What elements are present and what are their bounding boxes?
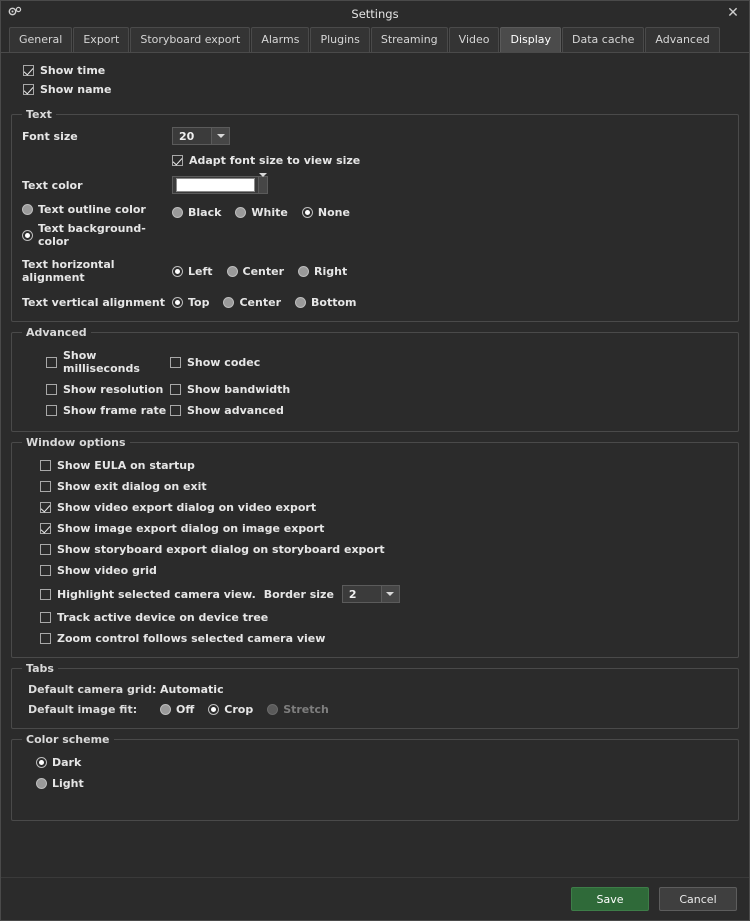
show-milliseconds-checkbox[interactable] xyxy=(46,357,57,368)
font-size-combo[interactable] xyxy=(172,127,230,145)
show-image-export-dialog-row[interactable] xyxy=(22,522,728,535)
image-fit-off-radio[interactable] xyxy=(160,704,171,715)
track-active-device-label: Track active device on device tree xyxy=(57,611,269,624)
show-video-grid-row[interactable] xyxy=(22,564,728,577)
font-size-label: Font size xyxy=(22,129,78,143)
show-milliseconds-label: Show milliseconds xyxy=(63,349,140,375)
chevron-down-icon[interactable] xyxy=(381,586,399,602)
show-resolution-label: Show resolution xyxy=(63,383,164,396)
font-size-row xyxy=(22,127,728,145)
track-active-device-checkbox[interactable] xyxy=(40,612,51,623)
tab-bar xyxy=(1,27,749,53)
halign-option-center[interactable] xyxy=(227,265,285,278)
show-image-export-dialog-label: Show image export dialog on image export xyxy=(57,522,325,535)
zoom-control-follows-label: Zoom control follows selected camera view xyxy=(57,632,326,645)
color-scheme-legend: Color scheme xyxy=(22,733,114,746)
show-codec-row[interactable] xyxy=(170,349,728,375)
border-size-combo[interactable] xyxy=(342,585,400,603)
valign-top-label: Top xyxy=(188,296,210,309)
highlight-selected-camera-label: Highlight selected camera view. xyxy=(57,587,256,601)
image-fit-option-crop[interactable] xyxy=(208,703,253,716)
highlight-selected-camera-checkbox[interactable] xyxy=(40,589,51,600)
horizontal-alignment-row xyxy=(22,258,728,284)
title-bar xyxy=(1,1,749,27)
image-fit-crop-label: Crop xyxy=(224,703,254,716)
color-black-label: Black xyxy=(188,206,222,219)
image-fit-crop-radio[interactable] xyxy=(208,704,219,715)
text-background-color-label: Text background-color xyxy=(38,222,146,248)
tab-streaming[interactable]: Streaming xyxy=(371,27,448,52)
halign-left-radio[interactable] xyxy=(172,266,183,277)
show-eula-label: Show EULA on startup xyxy=(57,459,195,472)
default-camera-grid-row xyxy=(28,683,728,696)
zoom-control-follows-checkbox[interactable] xyxy=(40,633,51,644)
vertical-alignment-row xyxy=(22,296,728,309)
color-scheme-dark-label: Dark xyxy=(52,756,82,769)
track-active-device-row[interactable] xyxy=(22,611,728,624)
tab-advanced[interactable]: Advanced xyxy=(645,27,719,52)
font-size-value: 20 xyxy=(179,129,195,143)
halign-option-left[interactable] xyxy=(172,265,213,278)
color-scheme-light-row[interactable] xyxy=(22,777,728,790)
show-exit-dialog-row[interactable] xyxy=(22,480,728,493)
show-video-export-dialog-checkbox[interactable] xyxy=(40,502,51,513)
valign-center-radio[interactable] xyxy=(223,297,234,308)
cancel-button[interactable]: Cancel xyxy=(659,887,737,911)
show-advanced-row[interactable] xyxy=(170,404,728,417)
show-advanced-checkbox[interactable] xyxy=(170,405,181,416)
image-fit-stretch-radio xyxy=(267,704,278,715)
show-frame-rate-row[interactable] xyxy=(46,404,170,417)
color-none-label: None xyxy=(317,206,350,219)
show-frame-rate-label: Show frame rate xyxy=(63,404,167,417)
text-outline-color-option[interactable] xyxy=(22,203,172,216)
vertical-alignment-label: Text vertical alignment xyxy=(22,296,165,309)
text-color-combo[interactable] xyxy=(172,176,268,194)
tab-data-cache[interactable]: Data cache xyxy=(562,27,644,52)
tab-general[interactable]: General xyxy=(9,27,72,52)
chevron-down-icon[interactable] xyxy=(258,177,267,193)
show-name-row[interactable] xyxy=(23,83,739,96)
show-video-grid-label: Show video grid xyxy=(57,564,157,577)
advanced-group-legend: Advanced xyxy=(22,326,91,339)
tabs-group xyxy=(11,662,739,729)
valign-option-bottom[interactable] xyxy=(295,296,356,309)
show-storyboard-export-dialog-label: Show storyboard export dialog on storyboard export xyxy=(57,543,385,556)
show-bandwidth-row[interactable] xyxy=(170,383,728,396)
page-title: Settings xyxy=(351,7,399,21)
text-color-swatch xyxy=(176,178,255,192)
show-time-label: Show time xyxy=(40,64,106,77)
advanced-group xyxy=(11,326,739,432)
adapt-font-size-label: Adapt font size to view size xyxy=(189,154,361,167)
default-image-fit-label: Default image fit: xyxy=(28,703,138,716)
color-scheme-dark-radio[interactable] xyxy=(36,757,47,768)
show-time-row[interactable] xyxy=(23,64,739,77)
show-storyboard-export-dialog-checkbox[interactable] xyxy=(40,544,51,555)
default-camera-grid-label: Default camera grid: xyxy=(28,683,157,696)
color-option-none[interactable] xyxy=(302,206,350,219)
show-video-export-dialog-row[interactable] xyxy=(22,501,728,514)
tab-alarms[interactable]: Alarms xyxy=(251,27,309,52)
valign-center-label: Center xyxy=(239,296,281,309)
valign-bottom-label: Bottom xyxy=(311,296,357,309)
halign-right-label: Right xyxy=(314,264,348,278)
show-frame-rate-checkbox[interactable] xyxy=(46,405,57,416)
show-codec-checkbox[interactable] xyxy=(170,357,181,368)
halign-option-right[interactable] xyxy=(298,265,347,278)
valign-top-radio[interactable] xyxy=(172,297,183,308)
border-size-label: Border size xyxy=(263,587,334,601)
close-icon[interactable]: ✕ xyxy=(727,5,739,21)
show-codec-label: Show codec xyxy=(187,355,261,369)
color-none-radio[interactable] xyxy=(302,207,313,218)
halign-center-label: Center xyxy=(242,264,285,278)
color-option-white[interactable] xyxy=(235,206,287,219)
valign-bottom-radio[interactable] xyxy=(295,297,306,308)
adapt-font-row[interactable] xyxy=(22,154,728,167)
dialog-footer xyxy=(1,877,749,920)
halign-center-radio[interactable] xyxy=(227,266,238,277)
image-fit-stretch-label: Stretch xyxy=(283,703,329,716)
show-eula-checkbox[interactable] xyxy=(40,460,51,471)
adapt-font-size-checkbox[interactable] xyxy=(172,155,183,166)
image-fit-option-stretch xyxy=(267,703,329,716)
gears-icon xyxy=(7,6,23,22)
default-camera-grid-value[interactable]: Automatic xyxy=(160,683,224,696)
show-video-grid-checkbox[interactable] xyxy=(40,565,51,576)
color-white-label: White xyxy=(251,206,288,219)
show-bandwidth-label: Show bandwidth xyxy=(187,383,291,396)
window-options-legend: Window options xyxy=(22,436,130,449)
color-black-radio[interactable] xyxy=(172,207,183,218)
text-color-row xyxy=(22,176,728,194)
window-options-group xyxy=(11,436,739,658)
color-scheme-light-radio[interactable] xyxy=(36,778,47,789)
text-background-color-option[interactable] xyxy=(22,222,172,248)
color-white-radio[interactable] xyxy=(235,207,246,218)
tabs-group-legend: Tabs xyxy=(22,662,58,675)
text-outline-color-radio[interactable] xyxy=(22,204,33,215)
text-group xyxy=(11,108,739,322)
show-time-checkbox[interactable] xyxy=(23,65,34,76)
image-fit-off-label: Off xyxy=(176,703,195,716)
display-settings-panel xyxy=(1,53,749,877)
color-scheme-group xyxy=(11,733,739,821)
highlight-selected-camera-row[interactable] xyxy=(22,585,728,603)
show-storyboard-export-dialog-row[interactable] xyxy=(22,543,728,556)
show-milliseconds-row[interactable] xyxy=(46,349,170,375)
text-background-color-radio[interactable] xyxy=(22,230,33,241)
show-name-checkbox[interactable] xyxy=(23,84,34,95)
show-bandwidth-checkbox[interactable] xyxy=(170,384,181,395)
top-checkboxes xyxy=(11,61,739,108)
color-scheme-light-label: Light xyxy=(52,777,84,790)
tab-display[interactable]: Display xyxy=(500,27,561,52)
show-video-export-dialog-label: Show video export dialog on video export xyxy=(57,501,317,514)
valign-option-center[interactable] xyxy=(223,296,281,309)
tab-plugins[interactable]: Plugins xyxy=(310,27,369,52)
show-exit-dialog-checkbox[interactable] xyxy=(40,481,51,492)
show-image-export-dialog-checkbox[interactable] xyxy=(40,523,51,534)
show-eula-row[interactable] xyxy=(22,459,728,472)
halign-right-radio[interactable] xyxy=(298,266,309,277)
show-resolution-row[interactable] xyxy=(46,383,170,396)
image-fit-option-off[interactable] xyxy=(160,703,194,716)
text-color-label: Text color xyxy=(22,178,83,192)
valign-option-top[interactable] xyxy=(172,296,209,309)
chevron-down-icon[interactable] xyxy=(211,128,229,144)
halign-left-label: Left xyxy=(188,264,213,278)
tab-video[interactable]: Video xyxy=(449,27,500,52)
border-size-value: 2 xyxy=(348,587,357,601)
zoom-control-follows-row[interactable] xyxy=(22,632,728,645)
default-image-fit-row xyxy=(28,703,728,716)
show-resolution-checkbox[interactable] xyxy=(46,384,57,395)
tab-export[interactable]: Export xyxy=(73,27,129,52)
text-outline-color-label: Text outline color xyxy=(38,203,146,216)
color-scheme-dark-row[interactable] xyxy=(22,756,728,769)
color-option-black[interactable] xyxy=(172,206,221,219)
tab-storyboard-export[interactable]: Storyboard export xyxy=(130,27,250,52)
show-name-label: Show name xyxy=(40,83,112,96)
outline-background-row xyxy=(22,203,728,248)
show-exit-dialog-label: Show exit dialog on exit xyxy=(57,480,207,493)
text-group-legend: Text xyxy=(22,108,56,121)
horizontal-alignment-label: Text horizontal alignment xyxy=(22,258,115,284)
save-button[interactable]: Save xyxy=(571,887,649,911)
show-advanced-label: Show advanced xyxy=(187,404,284,417)
